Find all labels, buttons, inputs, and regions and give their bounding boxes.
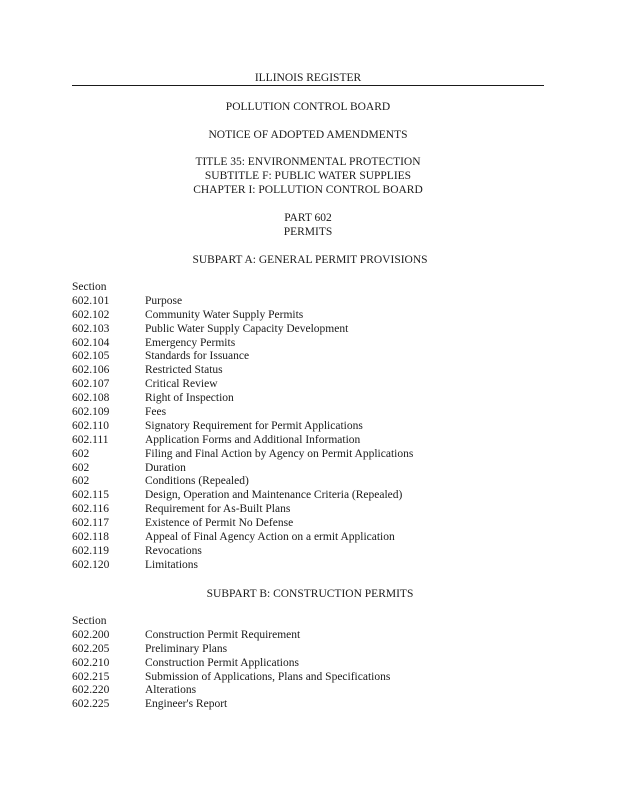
section-title: Alterations [145,684,197,697]
section-number: 602 [72,461,90,474]
section-number: 602.120 [72,558,110,571]
section-number: 602.110 [72,419,109,432]
toc-row [72,462,552,476]
toc-row [72,698,552,712]
section-number: 602.102 [72,308,110,321]
section-number: 602.225 [72,698,110,711]
section-title: Fees [145,406,167,419]
section-title: Conditions (Repealed) [145,475,249,488]
title-line-2: SUBTITLE F: PUBLIC WATER SUPPLIES [204,170,412,182]
section-title: Construction Permit Requirement [145,628,301,641]
subpart-a-heading: SUBPART A: GENERAL PERMIT PROVISIONS [192,254,428,266]
section-title: Construction Permit Applications [145,656,299,669]
section-number: 602.205 [72,642,110,655]
toc-row [72,392,552,406]
title-line-3: CHAPTER I: POLLUTION CONTROL BOARD [193,184,423,196]
section-label: Section [72,615,107,627]
section-number: 602.118 [72,531,109,544]
toc-row [72,684,552,698]
part-name: PERMITS [283,226,333,238]
section-number: 602.220 [72,684,110,697]
part-number: PART 602 [284,212,332,224]
section-number: 602.111 [72,433,109,446]
board-name: POLLUTION CONTROL BOARD [225,101,391,113]
section-number: 602.106 [72,364,110,377]
toc-row [72,350,552,364]
subpart-b-heading: SUBPART B: CONSTRUCTION PERMITS [206,588,414,600]
section-title: Purpose [145,294,183,307]
toc-row [72,559,552,573]
section-title: Limitations [145,558,199,571]
section-number: 602.101 [72,294,110,307]
section-title: Community Water Supply Permits [145,308,304,321]
section-number: 602.117 [72,517,109,530]
toc-row [72,531,552,545]
section-title: Public Water Supply Capacity Development [145,322,349,335]
section-number: 602.109 [72,406,110,419]
section-title: Engineer's Report [145,698,228,711]
section-number: 602.107 [72,378,110,391]
toc-row [72,517,552,531]
section-number: 602.108 [72,392,110,405]
toc-row [72,657,552,671]
section-title: Critical Review [145,378,218,391]
section-number: 602.103 [72,322,110,335]
toc-row [72,489,552,503]
toc-row [72,323,552,337]
notice-title: NOTICE OF ADOPTED AMENDMENTS [208,129,408,141]
section-title: Emergency Permits [145,336,236,349]
section-number: 602 [72,447,90,460]
title-line-1: TITLE 35: ENVIRONMENTAL PROTECTION [195,156,421,168]
toc-row [72,629,552,643]
section-number: 602.119 [72,544,109,557]
register-title: ILLINOIS REGISTER [254,72,362,84]
section-number: 602.200 [72,628,110,641]
toc-row [72,545,552,559]
section-title: Signatory Requirement for Permit Applications [145,419,363,432]
section-title: Application Forms and Additional Information [145,433,361,446]
toc-row [72,364,552,378]
section-title: Filing and Final Action by Agency on Permit Applications [145,447,414,460]
section-title: Restricted Status [145,364,223,377]
section-label: Section [72,281,107,293]
section-number: 602.105 [72,350,110,363]
section-title: Design, Operation and Maintenance Criteria (Repealed) [145,489,403,502]
toc-row [72,420,552,434]
register-header [72,71,544,86]
toc-row [72,295,552,309]
subpart-b-contents [72,615,552,712]
section-title: Duration [145,461,186,474]
toc-row [72,503,552,517]
section-title: Revocations [145,544,202,557]
section-number: 602.210 [72,656,110,669]
section-number: 602.115 [72,489,109,502]
section-number: 602 [72,475,90,488]
section-title: Right of Inspection [145,392,234,405]
section-title: Appeal of Final Agency Action on a ermit Application [145,531,395,544]
toc-row [72,475,552,489]
toc-row [72,643,552,657]
toc-row [72,309,552,323]
section-number: 602.116 [72,503,109,516]
section-number: 602.104 [72,336,110,349]
toc-row [72,448,552,462]
toc-row [72,671,552,685]
section-title: Existence of Permit No Defense [145,517,294,530]
toc-row [72,406,552,420]
toc-row [72,434,552,448]
toc-row [72,337,552,351]
section-title: Standards for Issuance [145,350,250,363]
subpart-a-contents [72,281,552,573]
section-number: 602.215 [72,670,110,683]
section-title: Requirement for As-Built Plans [145,503,291,516]
toc-row [72,378,552,392]
section-title: Submission of Applications, Plans and Specifications [145,670,391,683]
section-title: Preliminary Plans [145,642,228,655]
